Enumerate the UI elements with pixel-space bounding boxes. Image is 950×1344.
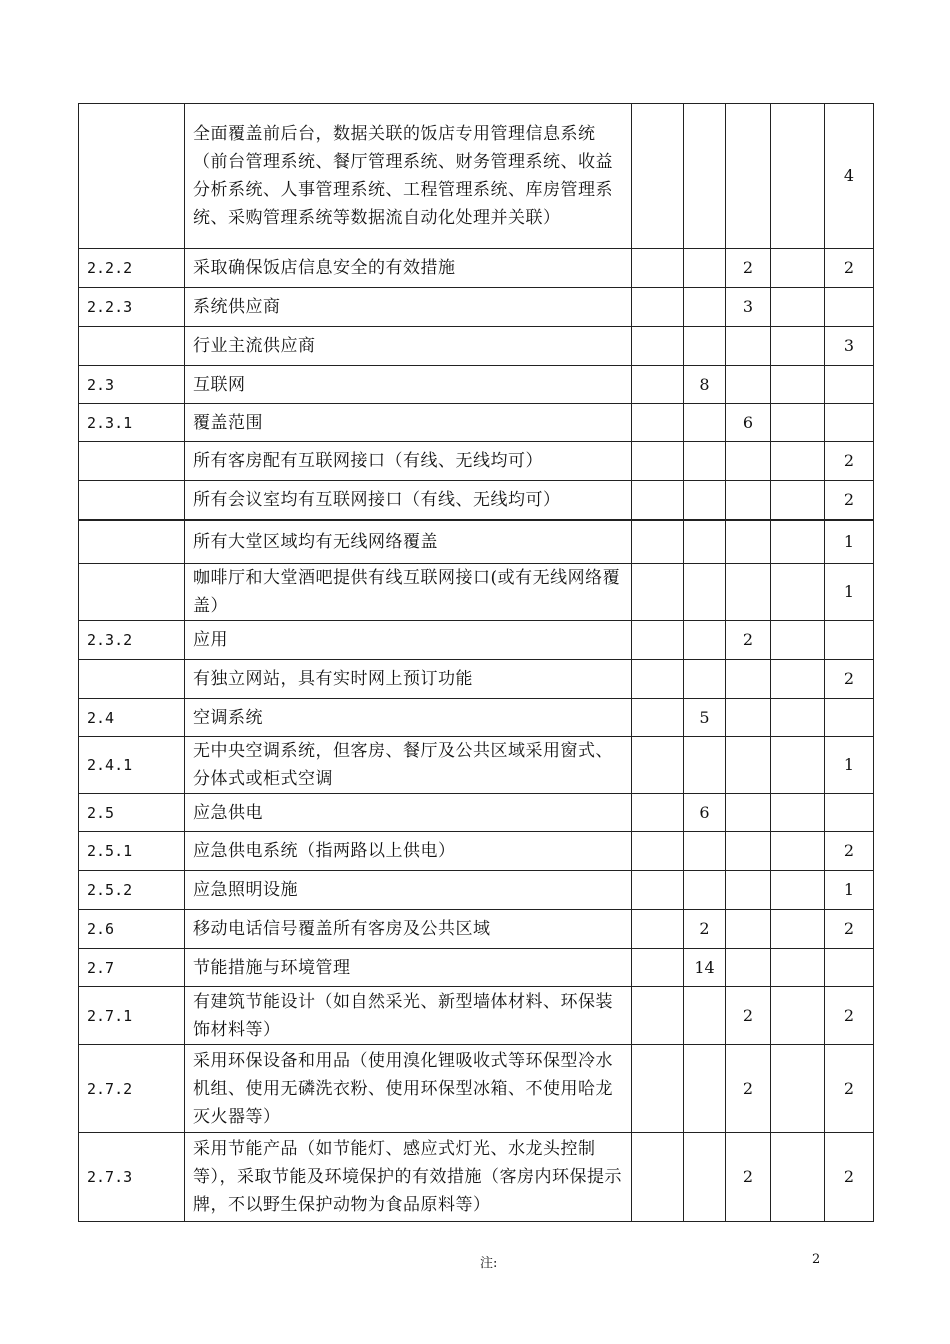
score-col-3-cell: 2 bbox=[726, 621, 771, 660]
score-col-5-cell: 2 bbox=[825, 249, 874, 288]
item-number-cell: 2.4 bbox=[79, 699, 185, 737]
table-row bbox=[79, 1045, 874, 1133]
item-number-cell: 2.2.2 bbox=[79, 249, 185, 288]
score-col-1-cell bbox=[632, 660, 684, 699]
item-number-cell bbox=[79, 481, 185, 520]
score-col-5-cell bbox=[825, 949, 874, 987]
item-description-cell: 采用环保设备和用品（使用溴化锂吸收式等环保型冷水机组、使用无磷洗衣粉、使用环保型冰箱、不使用哈龙灭火器等） bbox=[185, 1045, 632, 1133]
score-col-1-cell bbox=[632, 249, 684, 288]
item-number-cell: 2.7.1 bbox=[79, 987, 185, 1045]
score-col-3-cell bbox=[726, 699, 771, 737]
score-col-5-cell: 2 bbox=[825, 987, 874, 1045]
table-row bbox=[79, 249, 874, 288]
item-description-cell: 行业主流供应商 bbox=[185, 327, 632, 366]
table-row bbox=[79, 404, 874, 442]
score-col-1-cell bbox=[632, 949, 684, 987]
score-col-1-cell bbox=[632, 910, 684, 949]
item-number-cell: 2.6 bbox=[79, 910, 185, 949]
score-col-2-cell: 5 bbox=[684, 699, 726, 737]
score-col-1-cell bbox=[632, 871, 684, 910]
item-number-cell bbox=[79, 660, 185, 699]
score-col-2-cell bbox=[684, 987, 726, 1045]
score-col-2-cell: 8 bbox=[684, 366, 726, 404]
score-col-4-cell bbox=[771, 104, 825, 249]
score-col-5-cell: 1 bbox=[825, 520, 874, 564]
item-description-cell: 全面覆盖前后台，数据关联的饭店专用管理信息系统（前台管理系统、餐厅管理系统、财务管理系统、收益分析系统、人事管理系统、工程管理系统、库房管理系统、采购管理系统等数据流自动化处理并关联） bbox=[185, 104, 632, 249]
score-col-2-cell bbox=[684, 404, 726, 442]
score-col-1-cell bbox=[632, 404, 684, 442]
score-col-2-cell bbox=[684, 832, 726, 871]
score-col-5-cell: 2 bbox=[825, 481, 874, 520]
score-col-4-cell bbox=[771, 249, 825, 288]
score-col-4-cell bbox=[771, 288, 825, 327]
score-col-3-cell bbox=[726, 442, 771, 481]
score-col-1-cell bbox=[632, 104, 684, 249]
score-col-3-cell: 2 bbox=[726, 249, 771, 288]
score-col-5-cell: 2 bbox=[825, 832, 874, 871]
score-col-3-cell: 2 bbox=[726, 1133, 771, 1222]
table-row bbox=[79, 910, 874, 949]
item-description-cell: 所有客房配有互联网接口（有线、无线均可） bbox=[185, 442, 632, 481]
item-description-cell: 应用 bbox=[185, 621, 632, 660]
score-col-4-cell bbox=[771, 910, 825, 949]
score-col-2-cell bbox=[684, 327, 726, 366]
item-description-cell: 有独立网站，具有实时网上预订功能 bbox=[185, 660, 632, 699]
score-col-5-cell: 4 bbox=[825, 104, 874, 249]
item-number-cell: 2.7 bbox=[79, 949, 185, 987]
score-col-4-cell bbox=[771, 481, 825, 520]
score-col-2-cell bbox=[684, 249, 726, 288]
score-col-3-cell bbox=[726, 481, 771, 520]
score-col-1-cell bbox=[632, 481, 684, 520]
table-row bbox=[79, 794, 874, 832]
score-col-2-cell bbox=[684, 660, 726, 699]
score-col-4-cell bbox=[771, 621, 825, 660]
score-col-1-cell bbox=[632, 288, 684, 327]
score-col-1-cell bbox=[632, 832, 684, 871]
score-col-3-cell: 6 bbox=[726, 404, 771, 442]
item-description-cell: 覆盖范围 bbox=[185, 404, 632, 442]
table-row bbox=[79, 104, 874, 249]
page-number: 2 bbox=[812, 1252, 821, 1267]
score-col-5-cell: 1 bbox=[825, 564, 874, 621]
score-col-5-cell: 2 bbox=[825, 1045, 874, 1133]
score-col-5-cell: 1 bbox=[825, 871, 874, 910]
item-description-cell: 互联网 bbox=[185, 366, 632, 404]
item-number-cell: 2.3.2 bbox=[79, 621, 185, 660]
score-col-5-cell bbox=[825, 621, 874, 660]
score-col-5-cell bbox=[825, 404, 874, 442]
item-number-cell bbox=[79, 327, 185, 366]
score-col-2-cell bbox=[684, 564, 726, 621]
item-number-cell bbox=[79, 520, 185, 564]
score-col-2-cell bbox=[684, 737, 726, 794]
score-col-3-cell bbox=[726, 564, 771, 621]
item-description-cell: 采取确保饭店信息安全的有效措施 bbox=[185, 249, 632, 288]
table-row bbox=[79, 481, 874, 520]
score-col-1-cell bbox=[632, 327, 684, 366]
item-description-cell: 应急照明设施 bbox=[185, 871, 632, 910]
item-description-cell: 移动电话信号覆盖所有客房及公共区域 bbox=[185, 910, 632, 949]
score-col-4-cell bbox=[771, 366, 825, 404]
score-col-2-cell bbox=[684, 871, 726, 910]
item-number-cell: 2.2.3 bbox=[79, 288, 185, 327]
score-col-5-cell: 2 bbox=[825, 1133, 874, 1222]
table-row bbox=[79, 327, 874, 366]
item-number-cell: 2.7.2 bbox=[79, 1045, 185, 1133]
score-col-3-cell bbox=[726, 871, 771, 910]
score-col-2-cell: 6 bbox=[684, 794, 726, 832]
score-col-4-cell bbox=[771, 832, 825, 871]
table-row bbox=[79, 366, 874, 404]
table-row bbox=[79, 699, 874, 737]
score-col-5-cell bbox=[825, 699, 874, 737]
score-col-5-cell: 2 bbox=[825, 660, 874, 699]
item-description-cell: 所有会议室均有互联网接口（有线、无线均可） bbox=[185, 481, 632, 520]
item-number-cell: 2.5.1 bbox=[79, 832, 185, 871]
score-col-1-cell bbox=[632, 442, 684, 481]
score-col-1-cell bbox=[632, 1045, 684, 1133]
score-col-3-cell bbox=[726, 832, 771, 871]
score-col-5-cell: 2 bbox=[825, 442, 874, 481]
score-col-4-cell bbox=[771, 1133, 825, 1222]
score-col-1-cell bbox=[632, 564, 684, 621]
score-col-3-cell: 2 bbox=[726, 1045, 771, 1133]
item-description-cell: 应急供电 bbox=[185, 794, 632, 832]
table-row bbox=[79, 1133, 874, 1222]
score-col-3-cell bbox=[726, 366, 771, 404]
score-col-4-cell bbox=[771, 1045, 825, 1133]
item-number-cell: 2.4.1 bbox=[79, 737, 185, 794]
score-col-5-cell bbox=[825, 366, 874, 404]
score-col-3-cell bbox=[726, 949, 771, 987]
table-row bbox=[79, 564, 874, 621]
item-number-cell: 2.3.1 bbox=[79, 404, 185, 442]
score-col-4-cell bbox=[771, 871, 825, 910]
score-col-5-cell: 2 bbox=[825, 910, 874, 949]
item-description-cell: 无中央空调系统，但客房、餐厅及公共区域采用窗式、分体式或柜式空调 bbox=[185, 737, 632, 794]
table-row bbox=[79, 871, 874, 910]
item-description-cell: 节能措施与环境管理 bbox=[185, 949, 632, 987]
score-col-1-cell bbox=[632, 699, 684, 737]
table-row bbox=[79, 832, 874, 871]
score-col-3-cell bbox=[726, 660, 771, 699]
item-description-cell: 系统供应商 bbox=[185, 288, 632, 327]
score-col-4-cell bbox=[771, 327, 825, 366]
item-description-cell: 应急供电系统（指两路以上供电） bbox=[185, 832, 632, 871]
table-row bbox=[79, 288, 874, 327]
score-col-4-cell bbox=[771, 520, 825, 564]
score-col-4-cell bbox=[771, 699, 825, 737]
score-col-5-cell bbox=[825, 288, 874, 327]
table-row bbox=[79, 442, 874, 481]
score-col-1-cell bbox=[632, 520, 684, 564]
score-col-1-cell bbox=[632, 987, 684, 1045]
table-row bbox=[79, 660, 874, 699]
score-col-3-cell bbox=[726, 737, 771, 794]
score-col-2-cell bbox=[684, 481, 726, 520]
score-col-2-cell bbox=[684, 1133, 726, 1222]
score-col-4-cell bbox=[771, 737, 825, 794]
item-number-cell: 2.7.3 bbox=[79, 1133, 185, 1222]
table-body bbox=[79, 104, 874, 1222]
score-col-3-cell bbox=[726, 794, 771, 832]
score-col-3-cell bbox=[726, 910, 771, 949]
score-col-2-cell bbox=[684, 621, 726, 660]
score-col-2-cell bbox=[684, 288, 726, 327]
score-col-1-cell bbox=[632, 1133, 684, 1222]
score-col-2-cell bbox=[684, 1045, 726, 1133]
scoring-table bbox=[78, 103, 874, 1222]
score-col-4-cell bbox=[771, 660, 825, 699]
table-row bbox=[79, 621, 874, 660]
item-number-cell: 2.5 bbox=[79, 794, 185, 832]
score-col-4-cell bbox=[771, 794, 825, 832]
score-col-1-cell bbox=[632, 366, 684, 404]
score-col-2-cell: 14 bbox=[684, 949, 726, 987]
score-col-5-cell: 1 bbox=[825, 737, 874, 794]
score-col-2-cell: 2 bbox=[684, 910, 726, 949]
footer-note: 注: bbox=[480, 1256, 498, 1271]
item-description-cell: 空调系统 bbox=[185, 699, 632, 737]
score-col-4-cell bbox=[771, 987, 825, 1045]
score-col-3-cell: 2 bbox=[726, 987, 771, 1045]
score-col-3-cell bbox=[726, 104, 771, 249]
score-col-4-cell bbox=[771, 949, 825, 987]
score-col-5-cell bbox=[825, 794, 874, 832]
item-description-cell: 有建筑节能设计（如自然采光、新型墙体材料、环保装饰材料等） bbox=[185, 987, 632, 1045]
score-col-3-cell bbox=[726, 520, 771, 564]
score-col-2-cell bbox=[684, 520, 726, 564]
table-row bbox=[79, 737, 874, 794]
table-row bbox=[79, 520, 874, 564]
item-number-cell: 2.3 bbox=[79, 366, 185, 404]
item-number-cell: 2.5.2 bbox=[79, 871, 185, 910]
table-row bbox=[79, 949, 874, 987]
item-description-cell: 所有大堂区域均有无线网络覆盖 bbox=[185, 520, 632, 564]
score-col-2-cell bbox=[684, 442, 726, 481]
score-col-1-cell bbox=[632, 794, 684, 832]
score-col-1-cell bbox=[632, 621, 684, 660]
table-row bbox=[79, 987, 874, 1045]
item-description-cell: 采用节能产品（如节能灯、感应式灯光、水龙头控制等），采取节能及环境保护的有效措施（客房内环保提示牌，不以野生保护动物为食品原料等） bbox=[185, 1133, 632, 1222]
item-number-cell bbox=[79, 564, 185, 621]
score-col-2-cell bbox=[684, 104, 726, 249]
score-col-4-cell bbox=[771, 442, 825, 481]
score-col-3-cell bbox=[726, 327, 771, 366]
item-number-cell bbox=[79, 104, 185, 249]
item-description-cell: 咖啡厅和大堂酒吧提供有线互联网接口(或有无线网络覆盖） bbox=[185, 564, 632, 621]
score-col-5-cell: 3 bbox=[825, 327, 874, 366]
score-col-4-cell bbox=[771, 404, 825, 442]
score-col-1-cell bbox=[632, 737, 684, 794]
item-number-cell bbox=[79, 442, 185, 481]
score-col-3-cell: 3 bbox=[726, 288, 771, 327]
score-col-4-cell bbox=[771, 564, 825, 621]
